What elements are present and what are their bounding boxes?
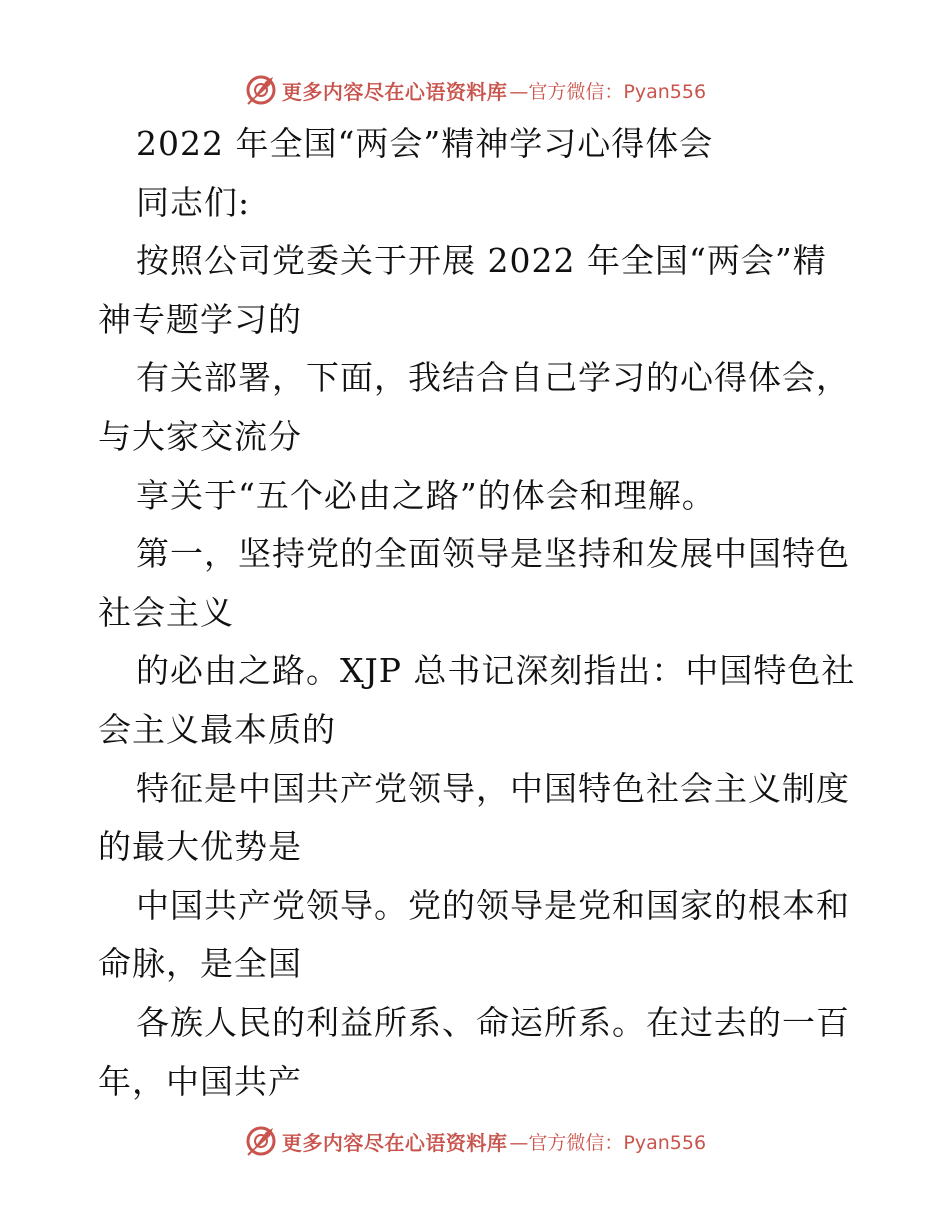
paragraph-line: 命脉，是全国 [98,944,302,984]
quill-pen-logo-icon [244,73,278,107]
paragraph-line: 中国共产党领导。党的领导是党和国家的根本和 [136,885,850,925]
paragraph-line: 的必由之路。XJP 总书记深刻指出：中国特色社 [136,651,856,691]
watermark-main-text: 更多内容尽在心语资料库 [281,1130,508,1155]
paragraph-line: 特征是中国共产党领导，中国特色社会主义制度 [136,768,850,808]
paragraph-line: 社会主义 [98,592,234,632]
header-watermark [0,70,950,110]
paragraph-line: 与大家交流分 [98,416,302,456]
paragraph-line: 神专题学习的 [98,299,302,339]
paragraph-line: 第一，坚持党的全面领导是坚持和发展中国特色 [136,534,850,574]
document-body [98,115,858,1111]
paragraph-line: 各族人民的利益所系、命运所系。在过去的一百 [136,1002,850,1042]
paragraph-line: 享关于“五个必由之路”的体会和理解。 [136,475,716,515]
paragraph-line: 会主义最本质的 [98,709,336,749]
watermark-sub-text: —官方微信：Pyan556 [509,80,707,103]
paragraph-line: 有关部署，下面，我结合自己学习的心得体会， [136,358,850,398]
paragraph-line: 的最大优势是 [98,827,302,867]
watermark-main-text: 更多内容尽在心语资料库 [281,79,508,104]
watermark-banner [244,1124,706,1158]
document-title: 2022 年全国“两会”精神学习心得体会 [136,124,714,163]
paragraph-line: 年，中国共产 [98,1061,302,1101]
paragraph-line: 按照公司党委关于开展 2022 年全国“两会”精 [136,241,827,281]
footer-watermark [0,1121,950,1161]
paragraph-line: 同志们: [136,182,251,222]
watermark-banner [244,73,706,107]
quill-pen-logo-icon [244,1124,278,1158]
watermark-sub-text: —官方微信：Pyan556 [509,1131,707,1154]
